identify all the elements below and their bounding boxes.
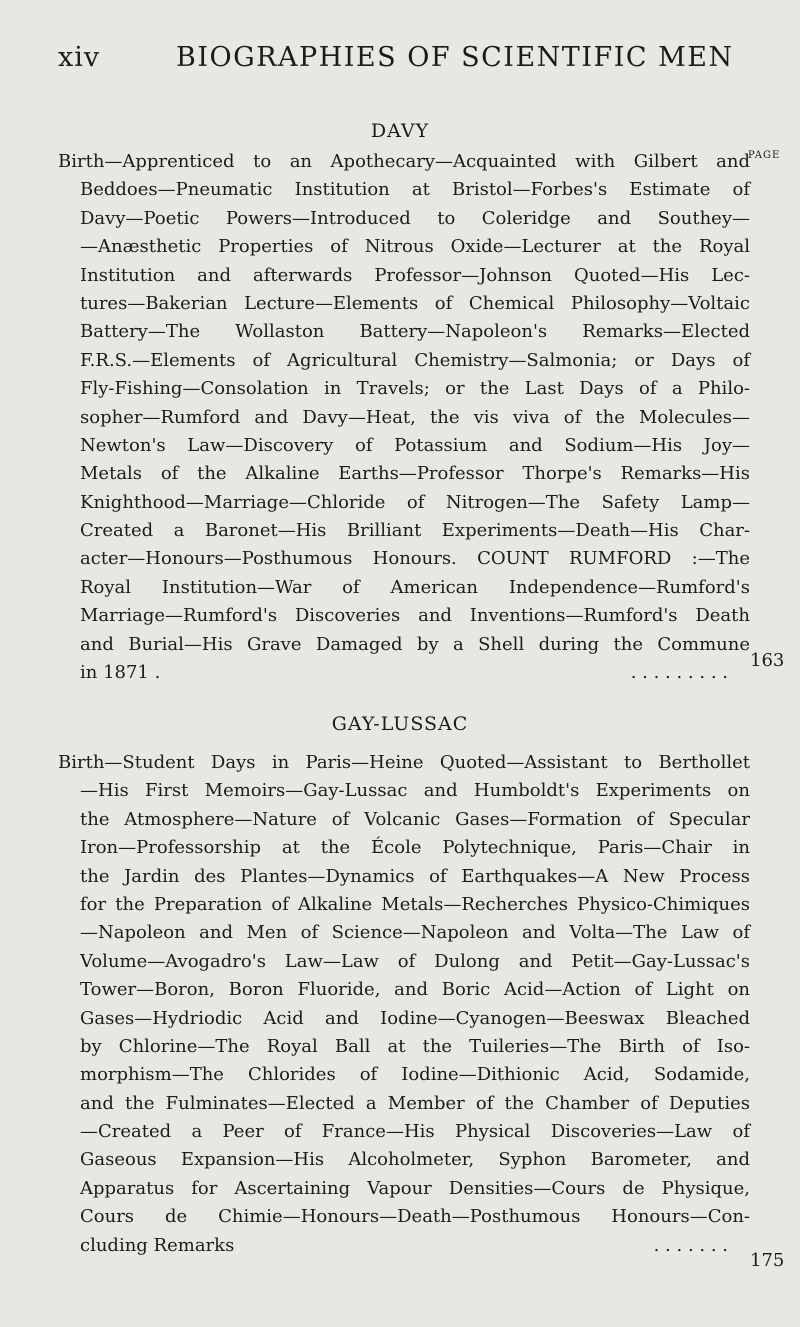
entry-line: Birth—Apprenticed to an Apothecary—Acquainted with Gilbert and	[58, 151, 750, 172]
contents-entry-davy	[58, 148, 750, 687]
page-ref-davy: 163	[750, 650, 785, 671]
entry-line: sopher—Rumford and Davy—Heat, the vis viva of the Molecules—	[80, 406, 750, 428]
entry-line: Fly-Fishing—Consolation in Travels; or the Last Days of a Philo-	[80, 378, 750, 400]
entry-line: Knighthood—Marriage—Chloride of Nitrogen—The Safety Lamp—	[80, 491, 750, 513]
header-page-number: xiv	[58, 42, 101, 73]
entry-line: Beddoes—Pneumatic Institution at Bristol—Forbes's Estimate of	[80, 179, 750, 201]
section-heading-davy: DAVY	[370, 120, 430, 142]
entry-line-last	[58, 1232, 750, 1260]
entry-line: Battery—The Wollaston Battery—Napoleon's Remarks—Elected	[80, 321, 750, 343]
entry-line: and the Fulminates—Elected a Member of the Chamber of Deputies	[80, 1092, 750, 1114]
entry-line: tures—Bakerian Lecture—Elements of Chemical Philosophy—Voltaic	[80, 292, 750, 314]
entry-line: F.R.S.—Elements of Agricultural Chemistry—Salmonia; or Days of	[80, 349, 750, 371]
running-header	[58, 42, 758, 82]
entry-line: by Chlorine—The Royal Ball at the Tuileries—The Birth of Iso-	[80, 1035, 750, 1057]
entry-line: Newton's Law—Discovery of Potassium and Sodium—His Joy—	[80, 434, 750, 456]
entry-line: Birth—Student Days in Paris—Heine Quoted—Assistant to Berthollet	[58, 752, 750, 773]
entry-line-text: cluding Remarks	[80, 1234, 235, 1256]
entry-line: —Anæsthetic Properties of Nitrous Oxide—Lecturer at the Royal	[80, 236, 750, 258]
page-column-label: PAGE	[748, 150, 781, 161]
entry-line: Apparatus for Ascertaining Vapour Densities—Cours de Physique,	[80, 1177, 750, 1199]
entry-line: and Burial—His Grave Damaged by a Shell during the Commune	[80, 633, 750, 655]
section-heading-gay-lussac: GAY-LUSSAC	[331, 713, 469, 735]
entry-line: —His First Memoirs—Gay-Lussac and Humboldt's Experiments on	[80, 780, 750, 802]
entry-line: Tower—Boron, Boron Fluoride, and Boric Acid—Action of Light on	[80, 979, 750, 1001]
entry-line-last	[58, 659, 750, 687]
contents-entry-gay-lussac	[58, 749, 750, 1260]
header-running-title: BIOGRAPHIES OF SCIENTIFIC MEN	[176, 42, 734, 73]
entry-line: Royal Institution—War of American Independence—Rumford's	[80, 576, 750, 598]
page-ref-gay-lussac: 175	[750, 1250, 785, 1271]
entry-line: Volume—Avogadro's Law—Law of Dulong and Petit—Gay-Lussac's	[80, 950, 750, 972]
dot-leader: . . . . . . .	[653, 1234, 728, 1256]
entry-line: —Napoleon and Men of Science—Napoleon and Volta—The Law of	[80, 922, 750, 944]
entry-line: Davy—Poetic Powers—Introduced to Coleridge and Southey—	[80, 207, 750, 229]
entry-line: morphism—The Chlorides of Iodine—Dithionic Acid, Sodamide,	[80, 1064, 750, 1086]
entry-line: Gaseous Expansion—His Alcoholmeter, Syphon Barometer, and	[80, 1149, 750, 1171]
dot-leader: . . . . . . . . .	[630, 662, 728, 684]
entry-line: —Created a Peer of France—His Physical Discoveries—Law of	[80, 1121, 750, 1143]
entry-line: Marriage—Rumford's Discoveries and Inventions—Rumford's Death	[80, 605, 750, 627]
entry-line: acter—Honours—Posthumous Honours. COUNT RUMFORD :—The	[80, 548, 750, 570]
entry-line: Iron—Professorship at the École Polytechnique, Paris—Chair in	[80, 837, 750, 859]
entry-line: Cours de Chimie—Honours—Death—Posthumous Honours—Con-	[80, 1206, 750, 1228]
entry-line: Institution and afterwards Professor—Johnson Quoted—His Lec-	[80, 264, 750, 286]
entry-line: the Atmosphere—Nature of Volcanic Gases—Formation of Specular	[80, 808, 750, 830]
entry-line: Created a Baronet—His Brilliant Experiments—Death—His Char-	[80, 520, 750, 542]
entry-line: for the Preparation of Alkaline Metals—Recherches Physico-Chimiques	[80, 893, 750, 915]
entry-line: the Jardin des Plantes—Dynamics of Earthquakes—A New Process	[80, 865, 750, 887]
entry-line-text: in 1871 .	[80, 662, 161, 684]
entry-line: Gases—Hydriodic Acid and Iodine—Cyanogen—Beeswax Bleached	[80, 1007, 750, 1029]
entry-line: Metals of the Alkaline Earths—Professor Thorpe's Remarks—His	[80, 463, 750, 485]
